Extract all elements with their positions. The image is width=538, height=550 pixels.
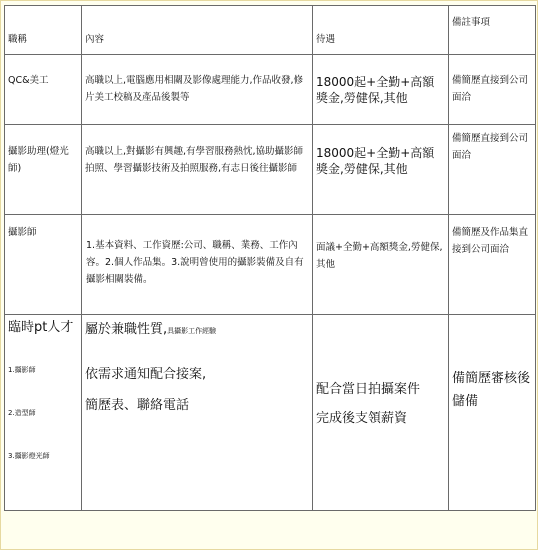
row-title	[5, 315, 82, 511]
row-pay	[313, 315, 449, 511]
header-pay: 待遇	[313, 6, 449, 55]
sub-item: 2.造型師	[8, 409, 36, 417]
table-row	[5, 315, 536, 511]
row-title: QC&美工	[5, 55, 82, 125]
content-note: 具攝影工作經驗	[167, 327, 217, 335]
row-note: 備簡歷直接到公司面洽	[449, 55, 536, 125]
job-table	[4, 5, 536, 511]
header-row	[5, 6, 536, 55]
table-row	[5, 215, 536, 315]
row-pay: 18000起+全勤+高額獎金,勞健保,其他	[313, 55, 449, 125]
row-title: 攝影師	[5, 215, 82, 315]
content-line: 屬於兼職性質,	[85, 322, 168, 337]
content-line: 簡歷表、聯絡電話	[85, 398, 190, 413]
content-line: 依需求通知配合接案,	[85, 367, 207, 382]
table-row	[5, 55, 536, 125]
row-note	[449, 315, 536, 511]
table-row	[5, 125, 536, 215]
header-content: 內容	[82, 6, 313, 55]
row-title-main: 臨時pt人才	[8, 320, 74, 335]
row-title: 攝影助理(燈光師)	[5, 125, 82, 215]
pay-line: 完成後支領薪資	[316, 411, 408, 426]
row-content: 1.基本資料、工作資歷:公司、職稱、業務、工作內容。2.個人作品集。3.說明曾使用的攝影裝備及自有攝影相關裝備。	[82, 215, 313, 315]
pay-line: 配合當日拍攝案件	[316, 382, 421, 397]
row-content: 高職以上,對攝影有興趣,有學習服務熱忱,協助攝影師拍照、學習攝影技術及拍照服務,有志日後往攝影師	[82, 125, 313, 215]
row-note: 備簡歷及作品集直接到公司面洽	[449, 215, 536, 315]
sub-item: 1.攝影師	[8, 366, 36, 374]
sub-item: 3.攝影燈光師	[8, 452, 50, 460]
row-content: 高職以上,電腦應用相關及影像處理能力,作品收發,修片美工校稿及產品後製等	[82, 55, 313, 125]
header-title: 職稱	[5, 6, 82, 55]
row-content	[82, 315, 313, 511]
header-note: 備註事項	[449, 6, 536, 55]
row-pay: 18000起+全勤+高額獎金,勞健保,其他	[313, 125, 449, 215]
note-line: 儲備	[452, 394, 479, 409]
row-pay: 面議+全勤+高額獎金,勞健保,其他	[313, 215, 449, 315]
row-note: 備簡歷直接到公司面洽	[449, 125, 536, 215]
note-line: 備簡歷審核後	[452, 371, 531, 386]
